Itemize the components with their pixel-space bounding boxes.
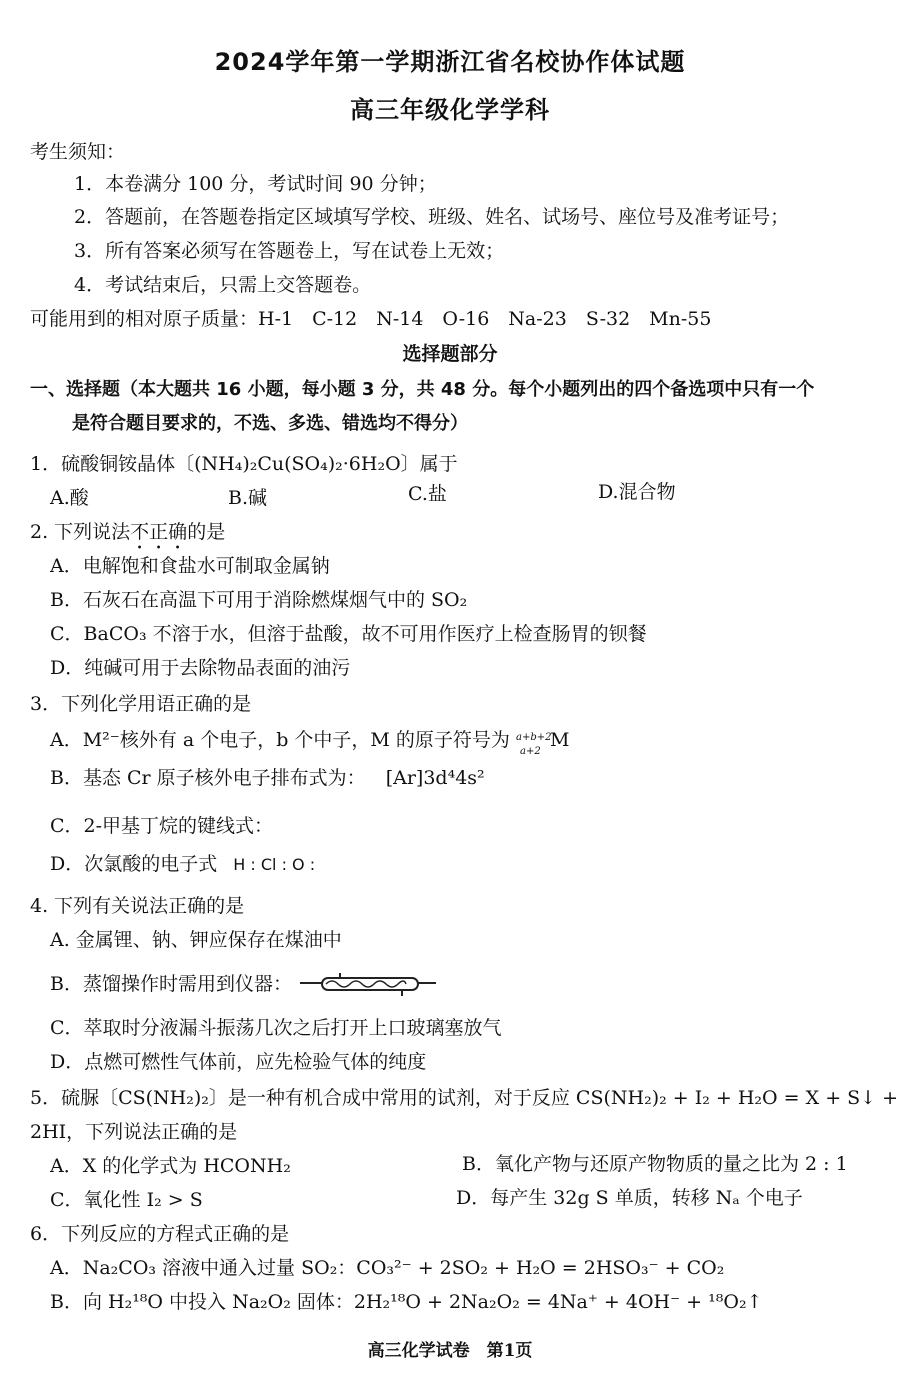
q4-option-b [50, 972, 438, 998]
hypochlorous-electron-formula: H : Cl : O : [233, 855, 316, 874]
q2-stem-emphasis: 不正确 [130, 521, 188, 543]
q5-option-b: B．氧化产物与还原产物物质的量之比为 2 : 1 [462, 1153, 848, 1175]
part-title: 选择题部分 [402, 343, 498, 365]
exam-subtitle: 高三年级化学学科 [350, 96, 550, 124]
nuclide-mass-number: a+b+2 [515, 732, 552, 743]
q3-option-a [50, 728, 570, 757]
q1-option-c: C.盐 [408, 483, 447, 505]
exam-title: 2024学年第一学期浙江省名校协作体试题 [214, 48, 686, 76]
notice-item-2: 2．答题前，在答题卷指定区域填写学校、班级、姓名、试场号、座位号及准考证号； [74, 206, 790, 228]
q4-option-d: D．点燃可燃性气体前，应先检验气体的纯度 [50, 1051, 427, 1073]
q5-option-c: C．氧化性 I₂ > S [50, 1189, 203, 1211]
q6-option-b: B．向 H₂¹⁸O 中投入 Na₂O₂ 固体：2H₂¹⁸O + 2Na₂O₂ = 4Na⁺ + 4OH⁻ + ¹⁸O₂↑ [50, 1291, 763, 1313]
q5-stem-line1: 5．硫脲〔CS(NH₂)₂〕是一种有机合成中常用的试剂，对于反应 CS(NH₂)₂ + I₂ + H₂O = X + S↓ + [30, 1087, 899, 1109]
notice-item-4: 4．考试结束后，只需上交答题卷。 [74, 274, 372, 296]
q4-option-c: C．萃取时分液漏斗振荡几次之后打开上口玻璃塞放气 [50, 1017, 502, 1039]
q5-stem-line2: 2HI，下列说法正确的是 [30, 1121, 238, 1143]
q2-option-a: A．电解饱和食盐水可制取金属钠 [50, 555, 330, 577]
section-heading-line1: 一、选择题（本大题共 16 小题，每小题 3 分，共 48 分。每个小题列出的四个备选项中只有一个 [30, 379, 815, 400]
q3-option-d [50, 852, 315, 877]
q2-stem-post: 的是 [187, 521, 226, 543]
q1-option-b: B.碱 [228, 487, 268, 509]
notice-item-3: 3．所有答案必须写在答题卷上，写在试卷上无效； [74, 240, 505, 262]
q1-stem: 1．硫酸铜铵晶体〔(NH₄)₂Cu(SO₄)₂·6H₂O〕属于 [30, 453, 458, 475]
q2-option-b: B．石灰石在高温下可用于消除燃煤烟气中的 SO₂ [50, 589, 468, 611]
q3-stem: 3．下列化学用语正确的是 [30, 693, 252, 715]
nuclide-element: M [549, 729, 570, 751]
nuclide-symbol [515, 730, 552, 757]
q3-option-b [50, 766, 485, 790]
q4-stem: 4. 下列有关说法正确的是 [30, 895, 245, 917]
q3-option-c: C．2-甲基丁烷的键线式： [50, 815, 274, 837]
q2-option-c: C．BaCO₃ 不溶于水，但溶于盐酸，故不可用作医疗上检查肠胃的钡餐 [50, 623, 647, 645]
q1-option-d: D.混合物 [598, 481, 676, 503]
notice-item-1: 1．本卷满分 100 分，考试时间 90 分钟； [74, 173, 437, 195]
q5-option-d: D．每产生 32g S 单质，转移 Nₐ 个电子 [456, 1187, 803, 1209]
q2-option-d: D．纯碱可用于去除物品表面的油污 [50, 657, 351, 679]
q3-option-b-formula: [Ar]3d⁴4s² [385, 767, 485, 789]
q4-option-a: A. 金属锂、钠、钾应保存在煤油中 [50, 929, 342, 951]
q2-stem [30, 520, 225, 554]
q3-option-a-text: A．M²⁻核外有 a 个电子，b 个中子，M 的原子符号为 [50, 729, 510, 751]
q3-option-b-text: B．基态 Cr 原子核外电子排布式为： [50, 767, 366, 789]
nuclide-atomic-number: a+2 [519, 746, 541, 757]
section-heading-line2: 是符合题目要求的，不选、多选、错选均不得分） [72, 413, 468, 434]
q4-option-b-text: B．蒸馏操作时需用到仪器： [50, 973, 292, 995]
atomic-masses: 可能用到的相对原子质量：H-1 C-12 N-14 O-16 Na-23 S-32 Mn-55 [30, 308, 712, 330]
q3-option-d-text: D．次氯酸的电子式 [50, 853, 218, 875]
q6-stem: 6．下列反应的方程式正确的是 [30, 1223, 290, 1245]
q6-option-a: A．Na₂CO₃ 溶液中通入过量 SO₂：CO₃²⁻ + 2SO₂ + H₂O = 2HSO₃⁻ + CO₂ [50, 1257, 725, 1279]
notice-heading: 考生须知： [30, 141, 126, 163]
q2-stem-pre: 2. 下列说法 [30, 521, 131, 543]
q1-option-a: A.酸 [50, 487, 89, 509]
condenser-icon [298, 972, 438, 998]
page-footer: 高三化学试卷 第1页 [367, 1341, 533, 1361]
q5-option-a: A．X 的化学式为 HCONH₂ [50, 1155, 291, 1177]
